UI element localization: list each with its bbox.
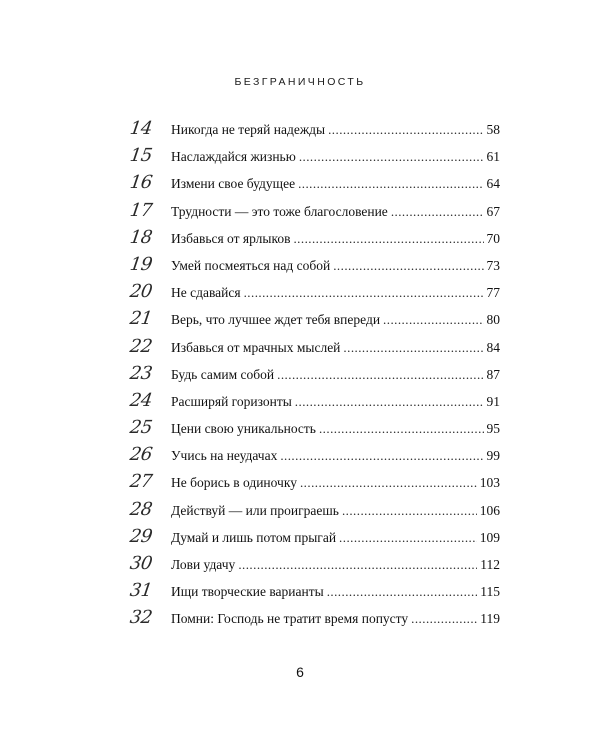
- chapter-title: Ищи творческие варианты: [171, 584, 324, 600]
- chapter-title: Никогда не теряй надежды: [171, 122, 326, 137]
- chapter-number: 16: [128, 172, 154, 194]
- chapter-page-number: 119: [480, 611, 500, 627]
- dot-leader: [300, 475, 477, 491]
- chapter-number: 19: [128, 253, 154, 275]
- chapter-title: Умей посмеяться над собой: [171, 257, 331, 273]
- toc-entry: [130, 200, 500, 227]
- dot-leader: [319, 421, 484, 437]
- chapter-title: Верь, что лучшее ждет тебя впереди: [171, 312, 381, 328]
- running-head: БЕЗГРАНИЧНОСТЬ: [234, 76, 366, 88]
- chapter-title: Избавься от ярлыков: [171, 230, 291, 246]
- dot-leader: [327, 584, 478, 600]
- toc-entry: [130, 172, 500, 199]
- toc-entry: [130, 254, 500, 281]
- toc-entry: [130, 118, 500, 145]
- dot-leader: [293, 231, 483, 247]
- chapter-number: 27: [128, 471, 154, 493]
- toc-entry: [130, 553, 500, 580]
- toc-entry: [130, 444, 500, 471]
- chapter-page-number: 91: [486, 393, 500, 409]
- chapter-title: Расширяй горизонты: [171, 393, 292, 409]
- dot-leader: [298, 176, 483, 192]
- chapter-title: Будь самим собой: [171, 366, 275, 382]
- chapter-page-number: 80: [486, 312, 500, 328]
- dot-leader: [277, 367, 483, 383]
- chapter-number: 22: [128, 335, 154, 357]
- table-of-contents: [130, 118, 500, 635]
- chapter-number: 25: [128, 417, 154, 439]
- dot-leader: [342, 503, 477, 519]
- chapter-number: 15: [128, 145, 154, 167]
- chapter-page-number: 103: [479, 475, 500, 491]
- dot-leader: [295, 394, 484, 410]
- dot-leader: [339, 530, 477, 546]
- chapter-title: Действуй — или проиграешь: [171, 502, 339, 518]
- dot-leader: [383, 312, 483, 328]
- chapter-number: 26: [128, 444, 154, 466]
- chapter-title: Наслаждайся жизнью: [171, 149, 296, 165]
- dot-leader: [299, 149, 484, 165]
- chapter-number: 30: [128, 553, 154, 574]
- chapter-page-number: 84: [486, 339, 500, 355]
- chapter-number: 32: [128, 607, 154, 629]
- chapter-number: 17: [128, 199, 154, 221]
- chapter-page-number: 61: [486, 149, 500, 165]
- toc-entry: [130, 499, 500, 526]
- dot-leader: [343, 340, 483, 356]
- chapter-page-number: 70: [486, 230, 500, 246]
- dot-leader: [280, 448, 483, 464]
- chapter-number: 29: [128, 525, 154, 547]
- chapter-title: Измени свое будущее: [171, 176, 296, 192]
- chapter-page-number: 87: [486, 366, 500, 382]
- dot-leader: [333, 258, 483, 274]
- page-number: 6: [296, 664, 304, 680]
- chapter-title: Лови удачу: [171, 557, 236, 572]
- toc-entry: [130, 607, 500, 634]
- chapter-number: 21: [128, 308, 154, 330]
- chapter-number: 28: [128, 498, 154, 520]
- chapter-page-number: 109: [479, 529, 500, 545]
- toc-entry: [130, 580, 500, 607]
- chapter-title: Трудности — это тоже благословение: [171, 203, 388, 219]
- chapter-title: Цени свою уникальность: [171, 421, 316, 437]
- chapter-page-number: 58: [486, 122, 500, 137]
- chapter-title: Не борись в одиночку: [171, 475, 297, 491]
- dot-leader: [411, 611, 477, 627]
- chapter-page-number: 106: [479, 502, 500, 518]
- toc-entry: [130, 417, 500, 444]
- chapter-page-number: 77: [486, 285, 500, 301]
- toc-entry: [130, 471, 500, 498]
- chapter-page-number: 95: [486, 421, 500, 437]
- toc-entry: [130, 390, 500, 417]
- dot-leader: [391, 204, 484, 220]
- toc-entry: [130, 227, 500, 254]
- toc-entry: [130, 336, 500, 363]
- chapter-title: Учись на неудачах: [171, 448, 278, 464]
- chapter-number: 24: [128, 389, 154, 411]
- chapter-page-number: 112: [480, 557, 500, 572]
- chapter-title: Избавься от мрачных мыслей: [171, 339, 341, 355]
- chapter-page-number: 73: [486, 257, 500, 273]
- toc-entry: [130, 363, 500, 390]
- toc-entry: [130, 281, 500, 308]
- chapter-number: 14: [128, 118, 154, 139]
- dot-leader: [328, 122, 483, 138]
- chapter-number: 18: [128, 226, 154, 248]
- chapter-title: Не сдавайся: [171, 285, 241, 301]
- chapter-page-number: 99: [486, 448, 500, 464]
- chapter-page-number: 64: [486, 176, 500, 192]
- chapter-number: 31: [128, 580, 154, 602]
- dot-leader: [238, 557, 477, 573]
- chapter-title: Помни: Господь не тратит время попусту: [171, 611, 409, 627]
- chapter-number: 20: [128, 281, 154, 303]
- chapter-number: 23: [128, 362, 154, 384]
- chapter-page-number: 67: [486, 203, 500, 219]
- toc-entry: [130, 526, 500, 553]
- toc-entry: [130, 145, 500, 172]
- dot-leader: [244, 285, 484, 301]
- toc-entry: [130, 308, 500, 335]
- chapter-title: Думай и лишь потом прыгай: [171, 529, 337, 545]
- chapter-page-number: 115: [480, 584, 500, 600]
